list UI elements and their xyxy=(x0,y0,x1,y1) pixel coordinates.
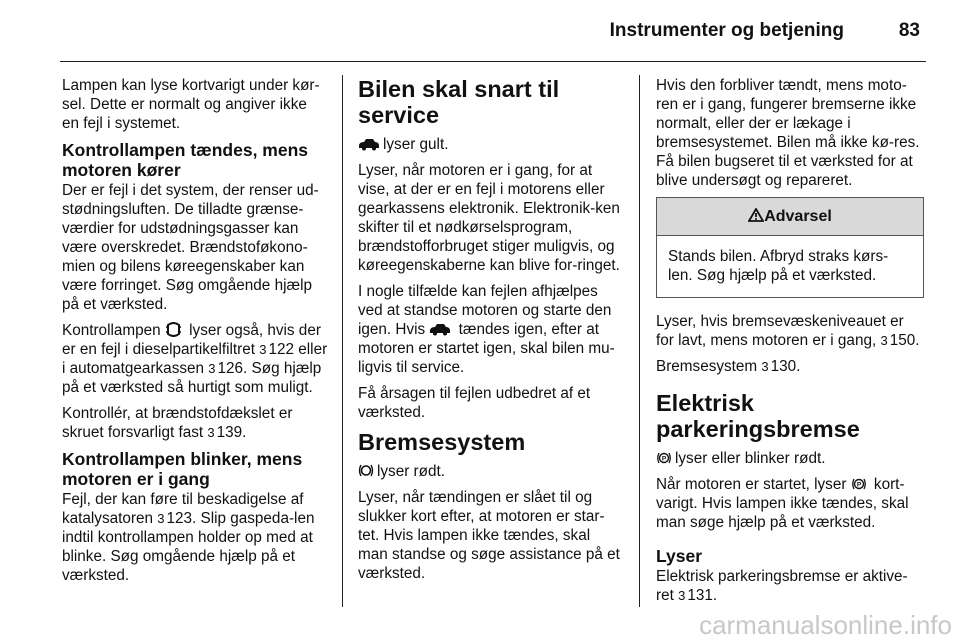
warning-header xyxy=(657,198,923,236)
paragraph: Kontrollér, at brændstofdækslet er skruet forsvarligt fast 3 139. xyxy=(62,405,293,441)
column-divider xyxy=(639,75,640,607)
svg-text:P: P xyxy=(856,481,861,489)
paragraph: P lyser eller blinker rødt. xyxy=(656,449,924,468)
section-heading: Kontrollampen tændes, mens motoren kører xyxy=(62,140,309,180)
parking-brake-icon xyxy=(656,451,672,465)
paragraph: Når motoren er startet, lyser P kort-varigt. Hvis lampen ikke tændes, skal man søge hjælp på et værksted. xyxy=(656,476,909,531)
column-middle xyxy=(358,76,624,590)
paragraph: Lyser, når motoren er i gang, for at vise, at der er en fejl i motorens eller gearkassens elektronik. Elektronik-ken skifter til et nødkørselsprogram, brændstofforbruget stiger muligvis, og køreegenskaberne kan blive for-ringet. xyxy=(358,162,620,274)
paragraph: Lyser, hvis bremsevæskeniveauet er for lavt, mens motoren er i gang, 3 150. xyxy=(656,313,920,349)
page-reference-arrow: 3 xyxy=(208,361,216,376)
page-reference-arrow: 3 xyxy=(880,333,888,348)
svg-text:P: P xyxy=(661,455,667,463)
paragraph: Hvis den forbliver tændt, mens moto-ren er i gang, fungerer bremserne ikke normalt, eller der er lækage i bremsesystemet. Bilen må ikke kø-res. Få bilen bugseret til et værksted for at blive undersøgt og repareret. xyxy=(656,77,920,189)
subsection-heading: Lyser xyxy=(656,546,703,566)
warning-title: Advarsel xyxy=(764,208,832,225)
paragraph: lyser rødt. xyxy=(358,462,624,481)
page-reference: 131. xyxy=(687,587,718,604)
paragraph: I nogle tilfælde kan fejlen afhjælpes ved at standse motoren og starte den igen. Hvis tændes igen, efter at motoren er startet igen, skal bilen mu-ligvis til service. xyxy=(358,283,615,376)
service-wrench-car-icon xyxy=(429,323,451,336)
page-reference-arrow: 3 xyxy=(207,425,215,440)
service-wrench-car-icon xyxy=(358,138,380,151)
column-right xyxy=(656,76,924,612)
warning-triangle-icon xyxy=(748,208,764,222)
page-reference: 123. xyxy=(166,510,197,527)
section-heading: Bilen skal snart til service xyxy=(358,76,560,128)
page-reference: 130. xyxy=(770,358,801,375)
page-reference: 126. xyxy=(217,360,248,377)
paragraph: Lampen kan lyse kortvarigt under kør-sel. Dette er normalt og angiver ikke en fejl i systemet. xyxy=(62,77,320,132)
paragraph: Fejl, der kan føre til beskadigelse af katalysatoren 3 123. Slip gaspeda-len indtil kontrollampen holder op med at blinke. Søg omgående hjælp på et værksted. xyxy=(62,491,315,584)
warning-box xyxy=(656,197,924,298)
paragraph: Få årsagen til fejlen udbedret af et værksted. xyxy=(358,385,591,421)
parking-brake-icon xyxy=(851,477,867,491)
page-reference-arrow: 3 xyxy=(259,342,267,357)
warning-text: Stands bilen. Afbryd straks kørs-len. Søg hjælp på et værksted. xyxy=(668,248,889,284)
section-heading: Bremsesystem xyxy=(358,429,526,455)
column-divider xyxy=(342,75,343,607)
page-header xyxy=(60,0,926,62)
column-left xyxy=(62,76,328,592)
page-reference-arrow: 3 xyxy=(157,511,165,526)
paragraph: Elektrisk parkeringsbremse er aktive-ret 3 131. xyxy=(656,568,908,604)
paragraph: Bremsesystem 3 130. xyxy=(656,358,801,375)
paragraph: Der er fejl i det system, der renser ud-stødningsluften. De tilladte grænse-værdier for udstødningsgasser kan være overskredet. Brændstoføkono-mien og bilens køreegenskaber kan være forringet. Søg omgående hjælp på et værksted. xyxy=(62,182,319,313)
paragraph: Lyser, når tændingen er slået til og slukker kort efter, at motoren er star-tet. Hvis lampen ikke tændes, skal man standse og søge assistance på et værksted. xyxy=(358,489,620,582)
paragraph: Kontrollampen lyser også, hvis der er en fejl i dieselpartikelfiltret 3 122 eller i automatgearkassen 3 126. Søg hjælp på et værksted så hurtigt som muligt. xyxy=(62,322,328,396)
page-reference: 139. xyxy=(216,424,247,441)
brake-system-icon xyxy=(358,463,374,478)
page-number: 83 xyxy=(898,20,920,41)
page-reference: 122 xyxy=(268,341,295,358)
watermark: carmanualsonline.info xyxy=(699,610,952,640)
section-heading: Kontrollampen blinker, mens motoren er i gang xyxy=(62,449,303,489)
paragraph: lyser gult. xyxy=(358,135,624,154)
diesel-filter-icon xyxy=(165,322,182,337)
chapter-title: Instrumenter og betjening xyxy=(609,20,844,41)
page-reference-arrow: 3 xyxy=(678,588,686,603)
page-reference: 150. xyxy=(889,332,920,349)
page-reference-arrow: 3 xyxy=(761,359,769,374)
section-heading: Elektrisk parkeringsbremse xyxy=(656,390,860,442)
